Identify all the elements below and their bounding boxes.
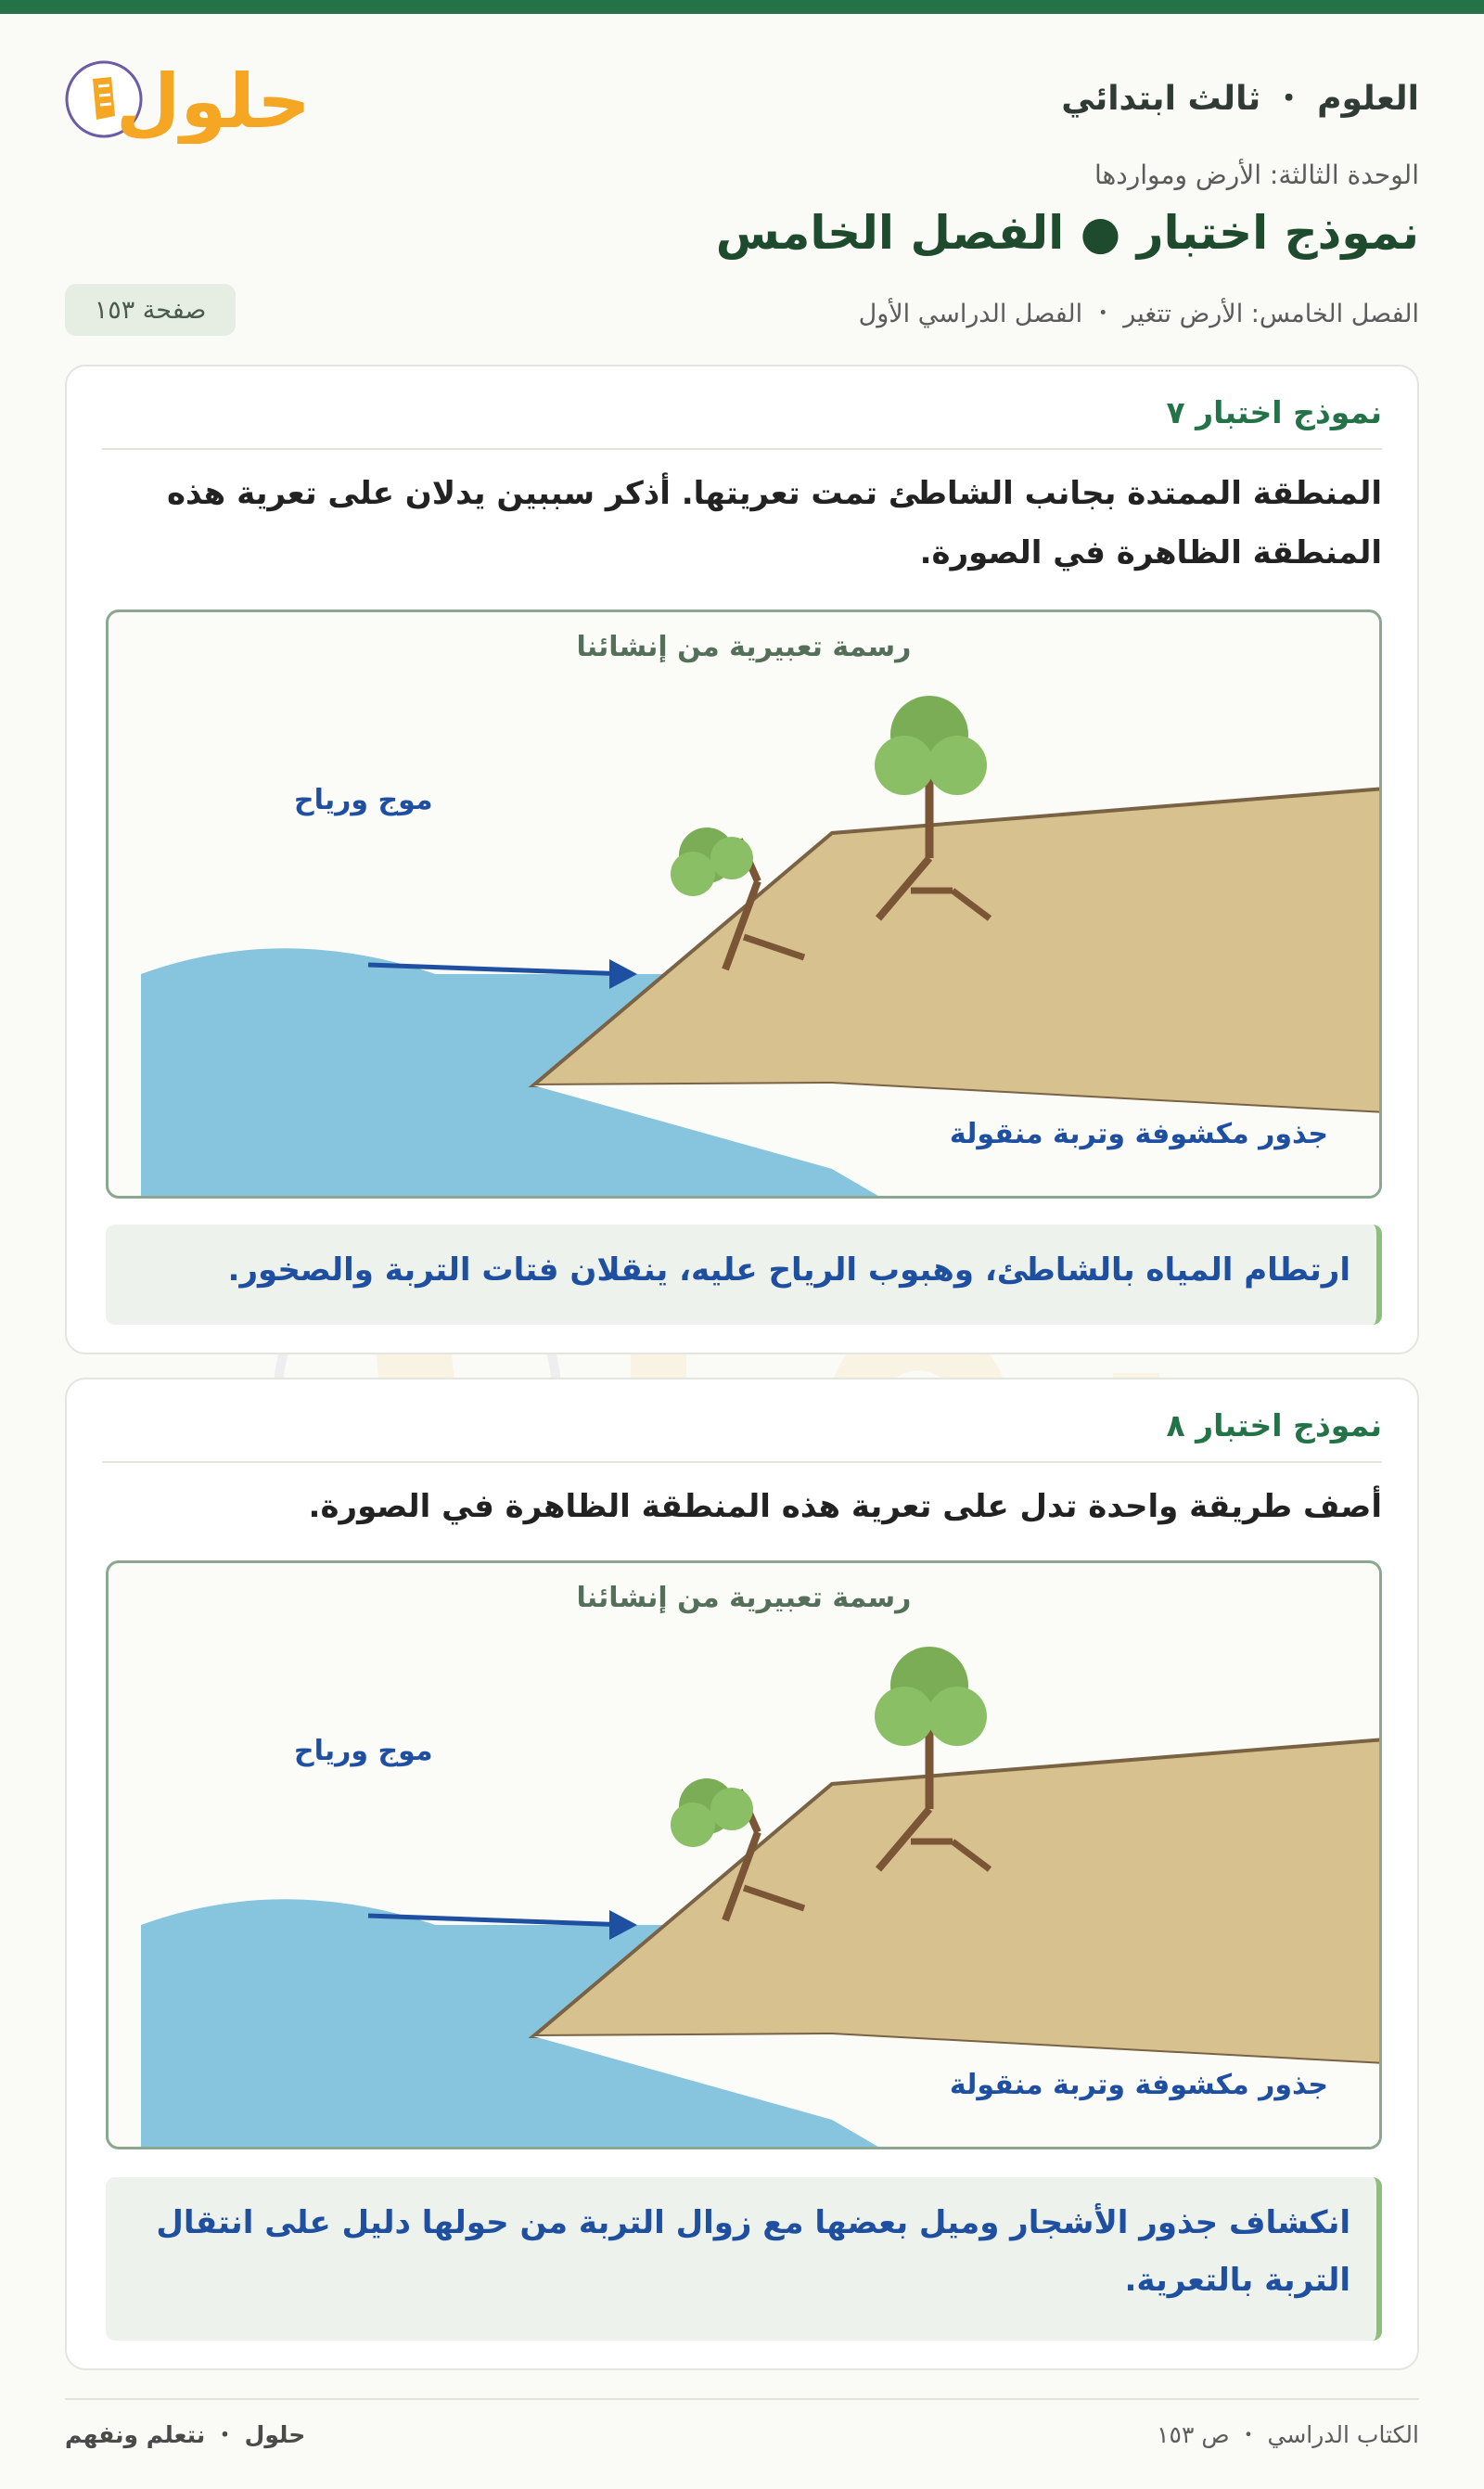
- question-text: المنطقة الممتدة بجانب الشاطئ تمت تعريتها. أذكر سببين يدلان على تعرية هذه المنطقة الظاهرة في الصورة.: [166, 475, 1382, 571]
- card-divider: [102, 448, 1382, 450]
- svg-text:حلول: حلول: [116, 58, 311, 144]
- figure-caption: رسمة تعبيرية من إنشائنا: [576, 1582, 912, 1614]
- card-label: نموذج اختبار ٨: [1166, 1407, 1382, 1443]
- chapter-label: الفصل الخامس: الأرض تتغير ・ الفصل الدراسي الأول: [858, 300, 1419, 328]
- wave-label: موج ورياح: [294, 1735, 433, 1767]
- card-label: نموذج اختبار ٧: [1166, 394, 1382, 430]
- page-title: نموذج اختبار ● الفصل الخامس: [715, 206, 1419, 260]
- quiz-card-8: [65, 1378, 1419, 2370]
- erosion-illustration: [109, 1563, 1382, 2149]
- header: [65, 37, 1419, 167]
- footer-brand[interactable]: حلول ・ نتعلم ونفهم: [65, 2421, 306, 2448]
- quiz-card-7: [65, 365, 1419, 1354]
- answer-box: انكشاف جذور الأشجار وميل بعضها مع زوال التربة من حولها دليل على انتقال التربة بالتعرية.: [106, 2177, 1382, 2341]
- roots-label: جذور مكشوفة وتربة منقولة: [949, 1118, 1328, 1150]
- erosion-figure: [106, 1560, 1382, 2149]
- footer-divider: [65, 2398, 1419, 2400]
- roots-label: جذور مكشوفة وتربة منقولة: [949, 2069, 1328, 2101]
- erosion-figure: [106, 609, 1382, 1199]
- page-badge: صفحة ١٥٣: [65, 284, 236, 336]
- footer-book-ref: الكتاب الدراسي ・ ص ١٥٣: [1157, 2421, 1419, 2448]
- card-divider: [102, 1461, 1382, 1463]
- land-shape: [533, 1739, 1382, 2064]
- erosion-illustration: [109, 612, 1382, 1199]
- logo[interactable]: [65, 42, 315, 144]
- top-bar: [0, 0, 1484, 14]
- question-text: أصف طريقة واحدة تدل على تعرية هذه المنطقة الظاهرة في الصورة.: [308, 1488, 1382, 1525]
- figure-caption: رسمة تعبيرية من إنشائنا: [576, 631, 912, 663]
- subject-title: العلوم ・ ثالث ابتدائي: [1061, 80, 1419, 118]
- wave-label: موج ورياح: [294, 784, 433, 816]
- unit-label: الوحدة الثالثة: الأرض ومواردها: [1094, 160, 1419, 190]
- land-shape: [533, 789, 1382, 1113]
- answer-box: ارتطام المياه بالشاطئ، وهبوب الرياح عليه، ينقلان فتات التربة والصخور.: [106, 1225, 1382, 1325]
